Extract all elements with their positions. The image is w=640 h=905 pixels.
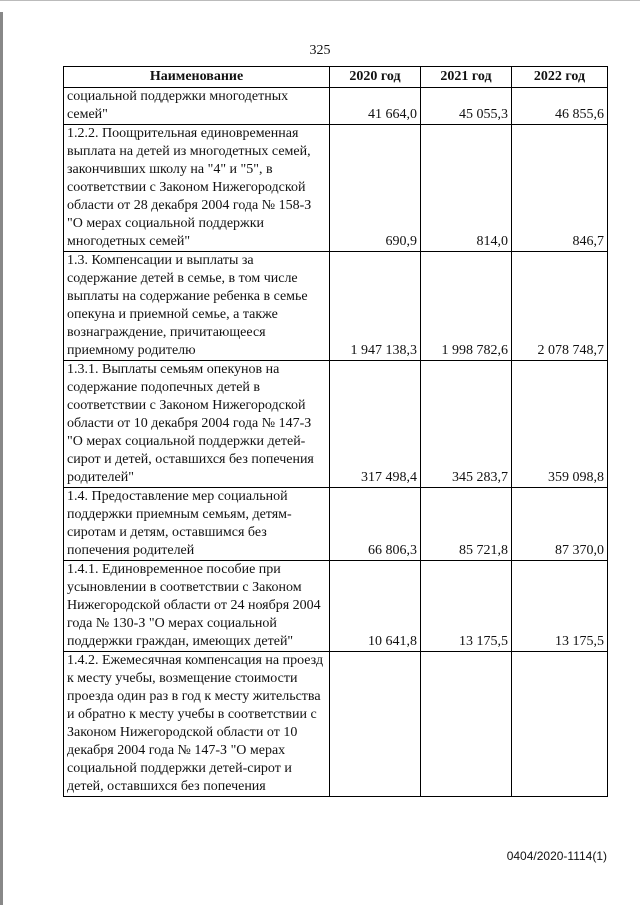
row-value-2020 [330,652,421,797]
row-value-2021: 13 175,5 [421,561,512,652]
row-value-2020: 41 664,0 [330,88,421,125]
row-name: 1.4.1. Единовременное пособие при усыновлении в соответствии с Законом Нижегородской области от 24 ноября 2004 года № 130-З "О мерах социальной поддержки граждан, имеющих детей" [64,561,330,652]
row-value-2021: 45 055,3 [421,88,512,125]
row-name: 1.4.2. Ежемесячная компенсация на проезд к месту учебы, возмещение стоимости проезда один раз в год к месту жительства и обратно к месту учебы в соответствии с Законом Нижегородской области от 10 декабря 2004 года № 147-З "О мерах социальной поддержки детей-сирот и детей, оставшихся без попечения [64,652,330,797]
row-value-2022: 359 098,8 [512,361,608,488]
header-name: Наименование [64,67,330,88]
row-value-2020: 1 947 138,3 [330,252,421,361]
budget-table [63,66,608,797]
scan-left-edge [0,12,3,905]
header-2020: 2020 год [330,67,421,88]
table-row [64,88,608,125]
page-number: 325 [309,43,331,58]
row-name: 1.4. Предоставление мер социальной поддержки приемным семьям, детям-сиротам и детям, оставшимся без попечения родителей [64,488,330,561]
scan-top-edge [0,0,640,1]
row-value-2022: 846,7 [512,125,608,252]
header-2022: 2022 год [512,67,608,88]
row-value-2020: 10 641,8 [330,561,421,652]
footer-faint-text [50,895,610,905]
table-row [64,125,608,252]
row-name: 1.3. Компенсации и выплаты за содержание детей в семье, в том числе выплаты на содержание ребенка в семье опекуна и приемной семье, а также вознаграждение, причитающееся приемному родителю [64,252,330,361]
table-row [64,561,608,652]
row-value-2020: 317 498,4 [330,361,421,488]
row-value-2022: 13 175,5 [512,561,608,652]
row-value-2021 [421,652,512,797]
document-code: 0404/2020-1114(1) [506,849,607,863]
row-name: 1.3.1. Выплаты семьям опекунов на содержание подопечных детей в соответствии с Законом Нижегородской области от 10 декабря 2004 года № 147-З "О мерах социальной поддержки детей-сирот и детей, оставшихся без попечения родителей" [64,361,330,488]
row-name: 1.2.2. Поощрительная единовременная выплата на детей из многодетных семей, закончивших школу на "4" и "5", в соответствии с Законом Нижегородской области от 28 декабря 2004 года № 158-З "О мерах социальной поддержки многодетных семей" [64,125,330,252]
row-value-2022: 2 078 748,7 [512,252,608,361]
row-value-2022: 46 855,6 [512,88,608,125]
row-value-2021: 1 998 782,6 [421,252,512,361]
row-value-2021: 85 721,8 [421,488,512,561]
row-value-2022: 87 370,0 [512,488,608,561]
row-value-2021: 345 283,7 [421,361,512,488]
table-row [64,361,608,488]
table-row [64,652,608,797]
table-header-row [64,67,608,88]
row-value-2022 [512,652,608,797]
table-row [64,488,608,561]
row-name: социальной поддержки многодетных семей" [64,88,330,125]
table-row [64,252,608,361]
row-value-2021: 814,0 [421,125,512,252]
row-value-2020: 66 806,3 [330,488,421,561]
header-2021: 2021 год [421,67,512,88]
row-value-2020: 690,9 [330,125,421,252]
